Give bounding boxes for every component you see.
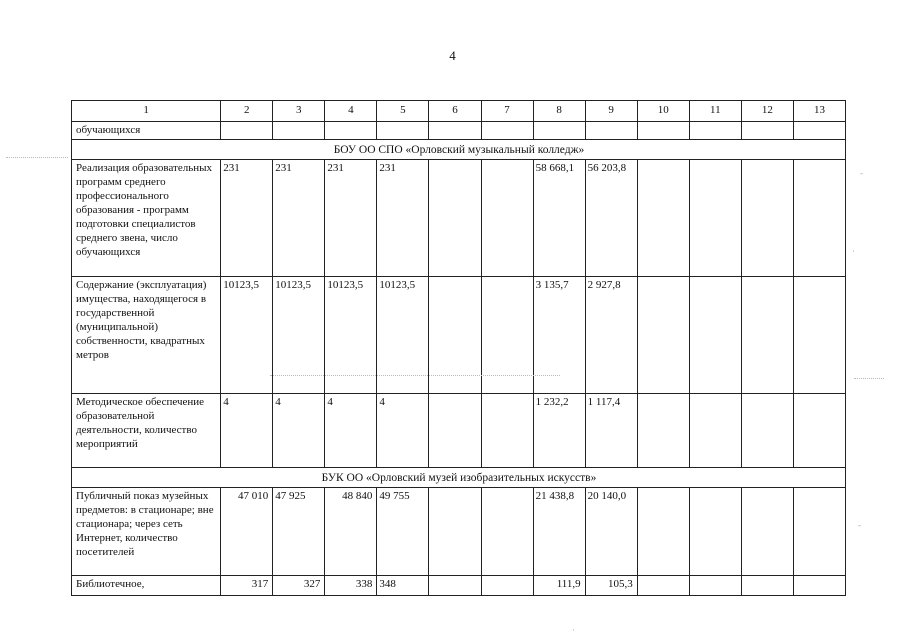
column-header: 9 <box>585 101 637 122</box>
table-cell <box>429 576 481 596</box>
table-cell: 56 203,8 <box>585 160 637 277</box>
column-header: 11 <box>689 101 741 122</box>
column-header: 5 <box>377 101 429 122</box>
table-cell <box>325 122 377 140</box>
table-cell: 317 <box>221 576 273 596</box>
scan-artifact-line <box>854 378 884 379</box>
table-cell <box>481 122 533 140</box>
column-header: 1 <box>72 101 221 122</box>
table-cell <box>637 394 689 468</box>
table-row <box>72 394 846 468</box>
table-cell: 20 140,0 <box>585 488 637 576</box>
table-cell <box>273 122 325 140</box>
service-name-cell: Методическое обеспечение образовательной деятельности, количество мероприятий <box>72 394 221 468</box>
table-cell <box>637 576 689 596</box>
table-cell: 105,3 <box>585 576 637 596</box>
table-cell <box>689 394 741 468</box>
table-cell <box>793 488 845 576</box>
scan-artifact-mark: - <box>858 520 861 530</box>
table-cell <box>741 160 793 277</box>
table-cell: 111,9 <box>533 576 585 596</box>
table-cell <box>429 488 481 576</box>
table-cell <box>741 488 793 576</box>
table-cell <box>689 488 741 576</box>
table-cell: 4 <box>273 394 325 468</box>
table-cell: 348 <box>377 576 429 596</box>
table-cell <box>793 277 845 394</box>
column-header: 6 <box>429 101 481 122</box>
table-cell <box>481 488 533 576</box>
service-name-cell: Публичный показ музейных предметов: в стационаре; вне стационара; через сеть Интернет, количество посетителей <box>72 488 221 576</box>
table-cell: 231 <box>325 160 377 277</box>
section-title: БУК ОО «Орловский музей изобразительных искусств» <box>72 468 846 488</box>
table-cell: 58 668,1 <box>533 160 585 277</box>
table-cell: 10123,5 <box>273 277 325 394</box>
table-cell: 21 438,8 <box>533 488 585 576</box>
scan-artifact-mark: · <box>852 246 855 256</box>
table-cell <box>793 576 845 596</box>
column-header: 4 <box>325 101 377 122</box>
table-cell <box>637 277 689 394</box>
service-name-cell: Реализация образовательных программ среднего профессионального образования - программ подготовки специалистов среднего звена, число обучающихся <box>72 160 221 277</box>
service-name-cell: Библиотечное, <box>72 576 221 596</box>
table-cell: 4 <box>221 394 273 468</box>
page-number: 4 <box>449 48 456 63</box>
table-cell <box>741 277 793 394</box>
column-header: 7 <box>481 101 533 122</box>
column-header: 3 <box>273 101 325 122</box>
table-cell <box>689 160 741 277</box>
table-cell: 1 232,2 <box>533 394 585 468</box>
table-cell <box>481 394 533 468</box>
report-table <box>71 100 846 596</box>
column-header-row <box>72 101 846 122</box>
table-cell <box>585 122 637 140</box>
service-name-cell: обучающихся <box>72 122 221 140</box>
table-row <box>72 122 846 140</box>
table-cell <box>741 576 793 596</box>
table-cell <box>793 160 845 277</box>
table-cell: 10123,5 <box>221 277 273 394</box>
column-header: 10 <box>637 101 689 122</box>
table-cell <box>533 122 585 140</box>
table-cell <box>741 122 793 140</box>
column-header: 2 <box>221 101 273 122</box>
table-cell <box>741 394 793 468</box>
column-header: 13 <box>793 101 845 122</box>
table-cell <box>793 122 845 140</box>
table-cell <box>429 394 481 468</box>
table-cell: 231 <box>273 160 325 277</box>
table-cell: 1 117,4 <box>585 394 637 468</box>
table-cell: 47 010 <box>221 488 273 576</box>
scan-artifact-line <box>6 157 68 158</box>
table-cell <box>481 160 533 277</box>
table-cell: 2 927,8 <box>585 277 637 394</box>
table-row <box>72 576 846 596</box>
service-name-cell: Содержание (эксплуатация) имущества, находящегося в государственной (муниципальной) собственности, квадратных метров <box>72 277 221 394</box>
table-cell <box>429 122 481 140</box>
table-cell: 4 <box>377 394 429 468</box>
table-cell <box>689 122 741 140</box>
section-row <box>72 140 846 160</box>
table-cell <box>481 576 533 596</box>
table-cell <box>221 122 273 140</box>
table-cell <box>689 576 741 596</box>
table-cell: 4 <box>325 394 377 468</box>
scan-artifact-line <box>270 375 560 376</box>
scan-artifact-mark: - <box>860 168 863 178</box>
table-cell: 231 <box>377 160 429 277</box>
section-title: БОУ ОО СПО «Орловский музыкальный колледж» <box>72 140 846 160</box>
table-row <box>72 160 846 277</box>
table-cell: 10123,5 <box>325 277 377 394</box>
table-cell <box>689 277 741 394</box>
table-cell <box>637 488 689 576</box>
section-row <box>72 468 846 488</box>
table-cell: 327 <box>273 576 325 596</box>
table-cell: 3 135,7 <box>533 277 585 394</box>
table-cell <box>377 122 429 140</box>
column-header: 8 <box>533 101 585 122</box>
table-cell: 338 <box>325 576 377 596</box>
table-cell: 47 925 <box>273 488 325 576</box>
table-row <box>72 488 846 576</box>
table-cell: 10123,5 <box>377 277 429 394</box>
table-cell: 48 840 <box>325 488 377 576</box>
table-cell: 49 755 <box>377 488 429 576</box>
column-header: 12 <box>741 101 793 122</box>
table-cell <box>429 160 481 277</box>
table-cell: 231 <box>221 160 273 277</box>
scan-artifact-mark: · <box>572 625 575 635</box>
table-cell <box>793 394 845 468</box>
table-cell <box>637 160 689 277</box>
table-cell <box>637 122 689 140</box>
